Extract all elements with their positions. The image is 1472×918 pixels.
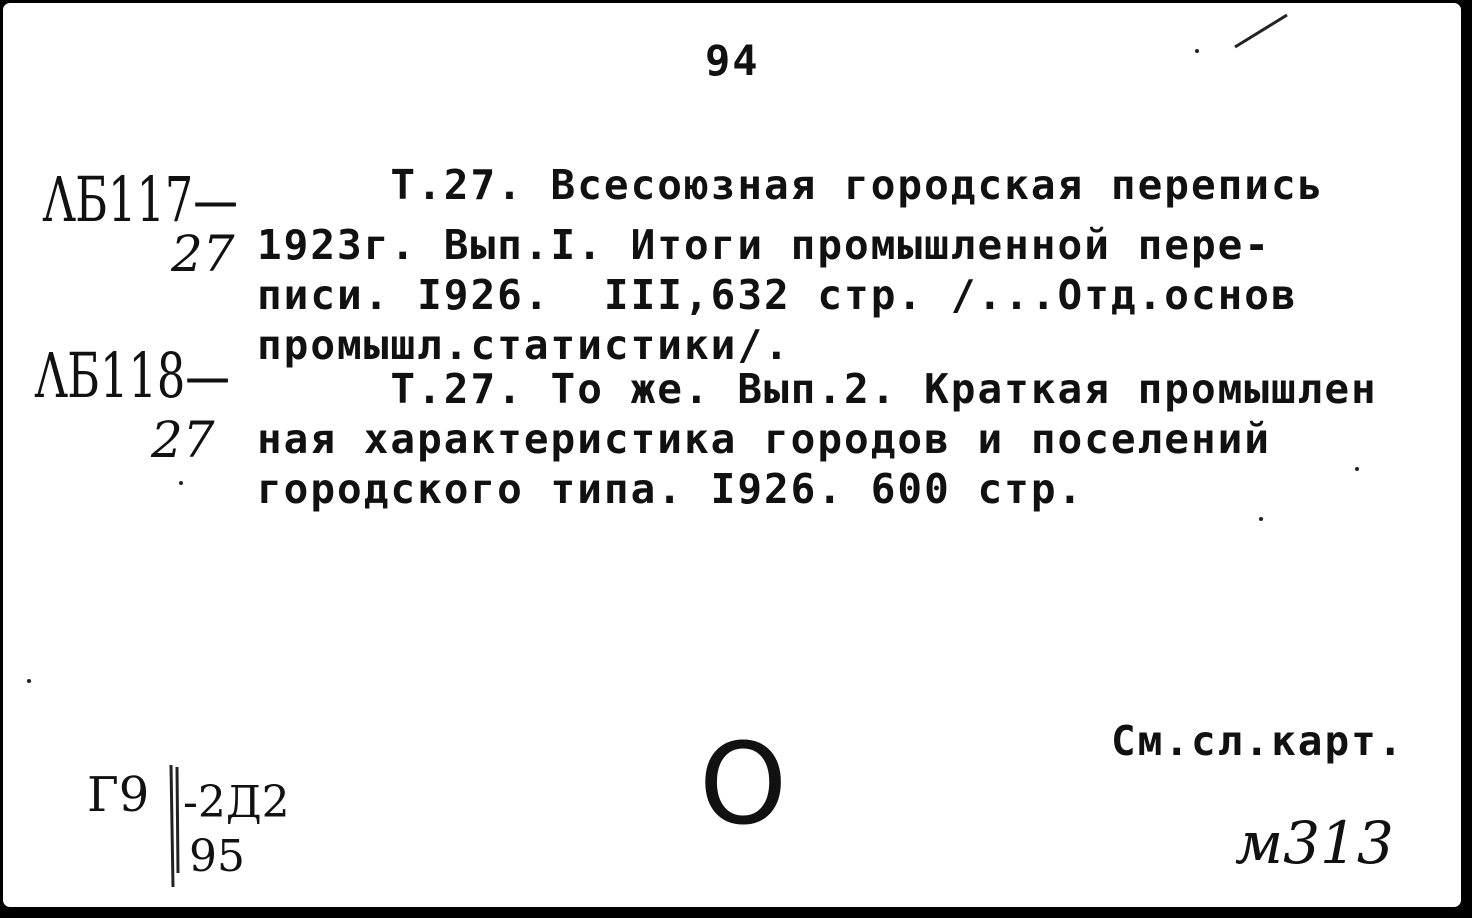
speck bbox=[1195, 49, 1199, 53]
entry-1-line-2: 1923г. Вып.I. Итоги промышленной пере- bbox=[257, 221, 1271, 269]
see-next-card-note: См.сл.карт. bbox=[1111, 717, 1405, 765]
speck bbox=[27, 679, 31, 683]
shelfmark-1-bottom: 27 bbox=[171, 225, 235, 283]
classification-left: Г9 bbox=[87, 767, 150, 823]
classification-divider bbox=[163, 763, 183, 893]
classification-top-right: -2Д2 bbox=[183, 777, 290, 828]
circle-mark: O bbox=[699, 720, 788, 850]
entry-2-line-1: Т.27. То же. Вып.2. Краткая промышлен bbox=[257, 365, 1378, 413]
speck bbox=[1259, 517, 1263, 521]
entry-1-line-4: промышл.статистики/. bbox=[257, 321, 791, 369]
entry-2-line-2: ная характеристика городов и поселений bbox=[257, 415, 1271, 463]
shelfmark-1-top: ΛБ117— bbox=[43, 163, 238, 236]
page-number: 94 bbox=[705, 36, 760, 85]
shelfmark-2-top: ΛБ118— bbox=[35, 339, 230, 412]
shelfmark-2-bottom: 27 bbox=[151, 411, 215, 469]
corner-slash-mark bbox=[1231, 11, 1291, 51]
speck bbox=[179, 481, 183, 485]
entry-2-line-3: городского типа. I926. 600 стр. bbox=[257, 465, 1085, 513]
entry-1-line-3: писи. I926. III,632 стр. /...Отд.основ bbox=[257, 271, 1298, 319]
entry-1-line-1: Т.27. Всесоюзная городская перепись bbox=[257, 161, 1325, 209]
classification-bottom-right: 95 bbox=[189, 831, 245, 882]
inventory-number: м313 bbox=[1235, 809, 1394, 877]
speck bbox=[1355, 467, 1359, 471]
